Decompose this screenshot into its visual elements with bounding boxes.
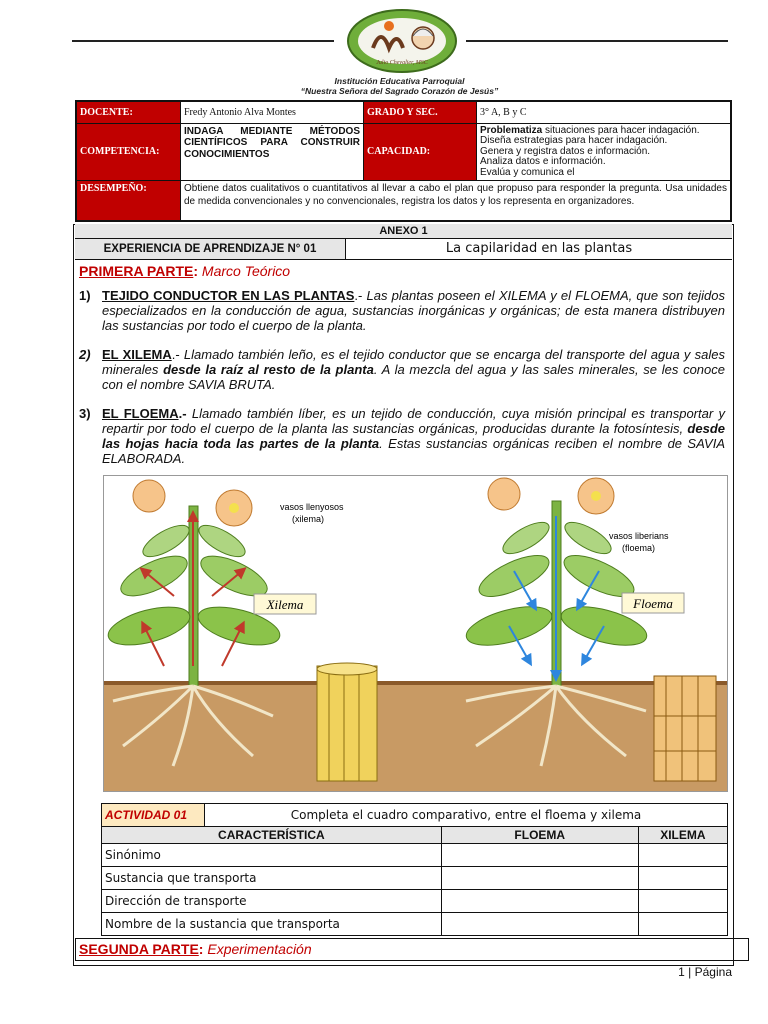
competencia-label: COMPETENCIA: [76,123,181,181]
col-header-xilema: XILEMA [638,827,727,844]
item-3 [79,406,725,466]
item-3-body-b: . Estas sustancias orgánicas reciben el nombre de SAVIA ELABORADA. [102,436,725,466]
school-logo [345,8,459,74]
school-line-2: “Nuestra Señora del Sagrado Corazón de Jesús” [300,86,499,96]
header-rule-left [72,40,334,42]
table-row [102,844,728,867]
school-name [292,76,507,96]
soil-band [104,681,727,791]
row-label: Sustancia que transporta [102,867,442,890]
xylem-tissue-detail [317,663,377,781]
item-3-number: 3) [79,406,91,421]
part2-heading: SEGUNDA PARTE [79,941,199,957]
item-2-number: 2) [79,347,91,362]
competencia-value: INDAGA MEDIANTE MÉTODOS CIENTÍFICOS PARA CONSTRUIR CONOCIMIENTOS [181,123,364,181]
desempeno-value: Obtiene datos cualitativos o cuantitativos al llevar a cabo el plan que propuso para responder la pregunta. Usa unidades de medida convencionales y no convencionales, registra los datos y los representa en organizadores. [181,181,732,221]
item-3-body-a: Llamado también líber, es un tejido de conducción, cuya misión principal es transportar y repartir por todo el cuerpo de la planta las sustancias orgánicas, producidas durante la fotosíntesis, [102,406,725,436]
item-1-sep: .- [354,288,367,303]
row-label: Nombre de la sustancia que transporta [102,913,442,936]
capacidad-item-3: Analiza datos e información. [480,156,606,167]
annex-title: ANEXO 1 [75,224,732,239]
floema-cell[interactable] [441,890,638,913]
floema-cell[interactable] [441,913,638,936]
row-label: Dirección de transporte [102,890,442,913]
experience-row [75,239,732,260]
xilema-cell[interactable] [638,844,727,867]
plant-illustration [103,475,728,792]
docente-label: DOCENTE: [76,101,181,123]
xilema-cell[interactable] [638,867,727,890]
header-rule-right [466,40,728,42]
experience-label: EXPERIENCIA DE APRENDIZAJE N° 01 [75,239,346,259]
item-2-bold: desde la raíz al resto de la planta [163,362,374,377]
item-1-body: Las plantas poseen el XILEMA y el FLOEMA, que son tejidos especializados en la conducción de agua, sustancias inorgánicas y orgánicas; de esta manera distribuyen las sustancias por todo el cuerpo de la planta. [102,288,725,333]
capacidad-rest: situaciones para hacer indagación. [542,124,700,136]
capacidad-label: CAPACIDAD: [364,123,477,181]
item-2-text [102,347,725,392]
table-row [102,913,728,936]
capacidad-item-1: Diseña estrategias para hacer indagación. [480,135,668,146]
xilema-cell[interactable] [638,890,727,913]
capacidad-item-4: Evalúa y comunica el [480,166,575,178]
item-2-body-a: Llamado también leño, es el tejido conductor que se encarga del transporte del agua y sales minerales [102,347,725,377]
floema-cell[interactable] [441,844,638,867]
capacidad-item-2: Genera y registra datos e información. [480,145,651,157]
item-1 [79,288,725,333]
activity-label: ACTIVIDAD 01 [102,804,205,827]
xilema-cell[interactable] [638,913,727,936]
info-table [75,100,732,222]
col-header-caracteristica: CARACTERÍSTICA [102,827,442,844]
table-row [102,890,728,913]
part1-subtitle: Marco Teórico [198,263,291,279]
label-phloem-vessels-2: (floema) [622,543,656,553]
item-1-heading: TEJIDO CONDUCTOR EN LAS PLANTAS [102,288,355,303]
table-row [102,867,728,890]
phloem-tissue-detail [654,676,716,781]
part1-colon: : [193,263,199,279]
part1-heading: PRIMERA PARTE [79,263,194,279]
part2-colon: : [198,941,204,957]
grado-value: 3° A, B y C [477,101,732,123]
label-phloem: Floema [633,596,673,611]
item-2-heading: EL XILEMA [102,347,172,362]
grado-label: GRADO Y SEC. [364,101,477,123]
floema-cell[interactable] [441,867,638,890]
page-footer: 1 | Página [678,965,732,979]
item-1-number: 1) [79,288,91,303]
item-3-heading: EL FLOEMA [102,406,179,421]
docente-value: Fredy Antonio Alva Montes [181,101,364,123]
row-label: Sinónimo [102,844,442,867]
activity-description: Completa el cuadro comparativo, entre el floema y xilema [205,804,728,827]
part1-title [79,263,290,280]
experience-topic: La capilaridad en las plantas [445,241,633,256]
col-header-floema: FLOEMA [441,827,638,844]
capacidad-bold: Problematiza [480,124,543,136]
logo-text: Julio Chevalier, MSC [376,60,428,66]
item-1-text [102,288,725,333]
school-line-1: Institución Educativa Parroquial [334,76,465,86]
desempeno-label: DESEMPEÑO: [76,181,181,221]
label-xylem-vessels-2: (xilema) [292,514,325,524]
comparison-table [101,803,728,936]
item-2-body-b: . A la mezcla del agua y las sales minerales, se les conoce con el nombre SAVIA BRUTA. [102,362,725,392]
part2-title [79,941,312,958]
item-3-bold: desde las hojas hacia toda las partes de la planta [102,421,725,451]
item-3-text [102,406,725,466]
item-3-sep: .- [178,406,187,421]
item-2 [79,347,725,392]
capacidad-list [477,123,732,181]
label-xylem: Xilema [266,597,304,612]
item-2-sep: .- [171,347,180,362]
label-xylem-vessels: vasos llenyosos [280,502,344,512]
plant-svg [104,476,727,791]
part2-subtitle: Experimentación [203,941,312,957]
label-phloem-vessels: vasos liberians [609,531,669,541]
